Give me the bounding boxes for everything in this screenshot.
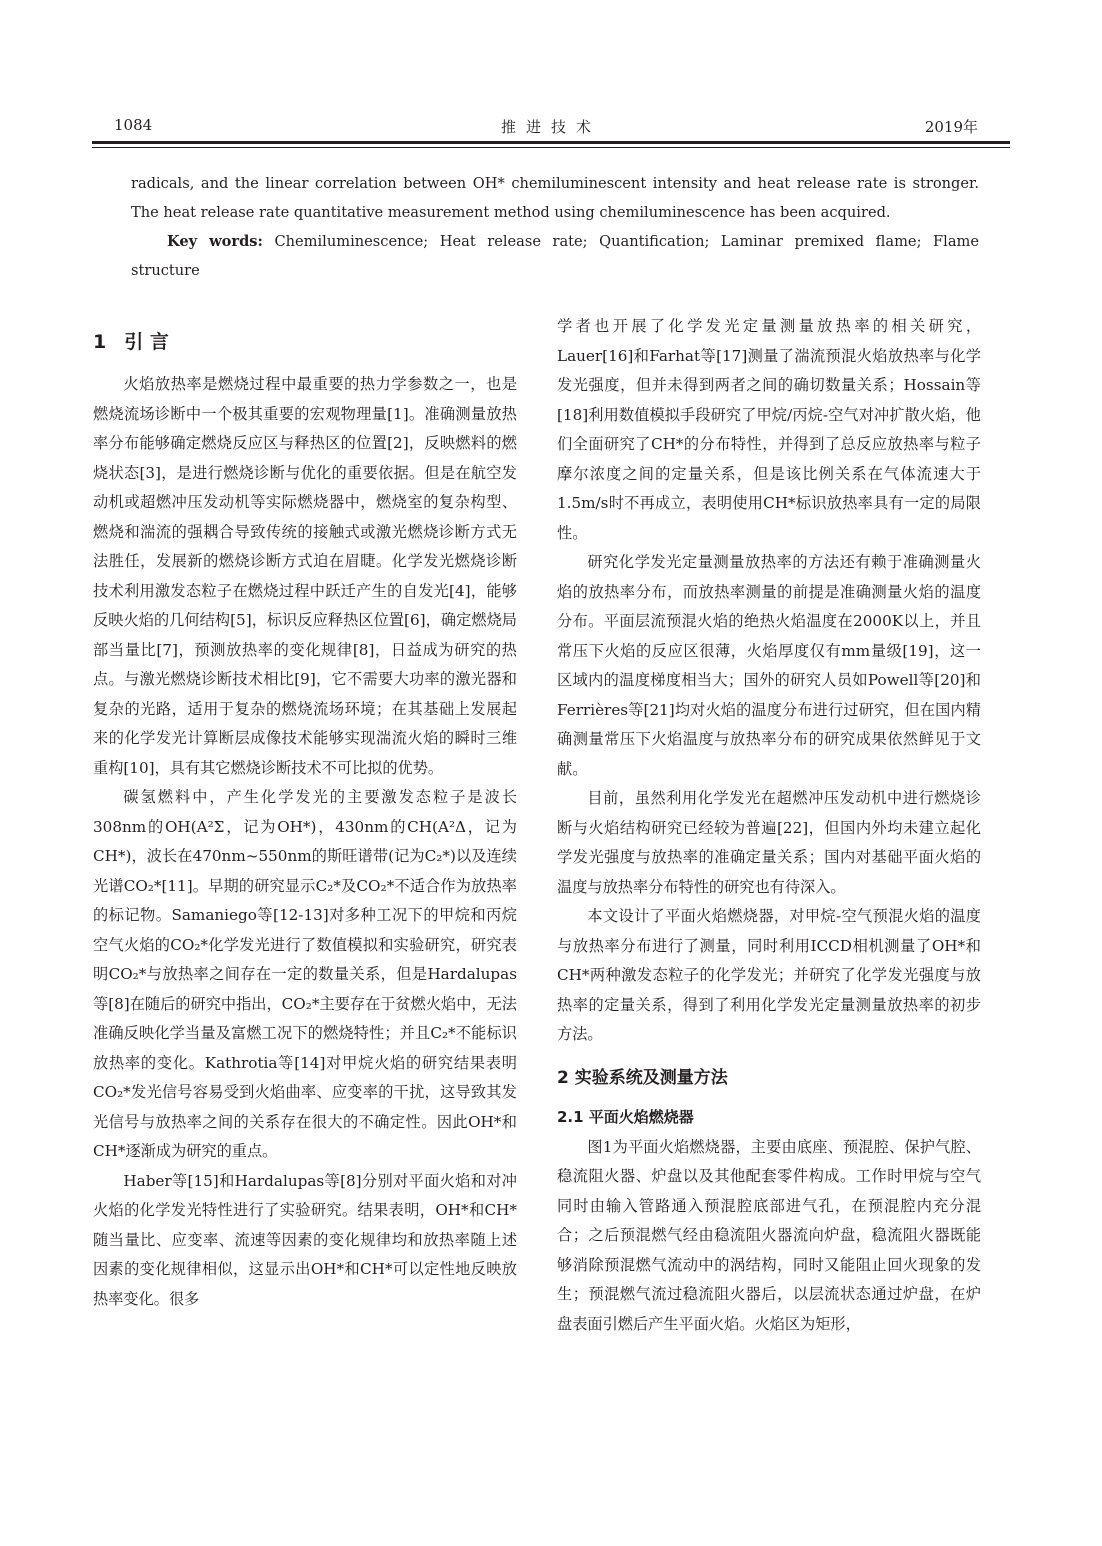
header-rule-thin: [92, 147, 1010, 148]
abstract-text: radicals, and the linear correlation between OH* chemiluminescent intensity and heat release rate is stronger. The heat release rate quantitative measurement method using chemiluminescence has been acquired.: [131, 175, 979, 221]
section-2-1-heading: 2.1 平面火焰燃烧器: [557, 1108, 694, 1126]
section-2-heading: 2 实验系统及测量方法: [557, 1067, 728, 1088]
journal-name: 推进技术: [500, 118, 601, 136]
paragraph: 研究化学发光定量测量放热率的方法还有赖于准确测量火焰的放热率分布，而放热率测量的前提是准确测量火焰的温度分布。平面层流预混火焰的绝热火焰温度在2000K以上，并且常压下火焰的反应区很薄，火焰厚度仅有mm量级[19]，这一区域内的温度梯度相当大；国外的研究人员如Powell等[20]和Ferrières等[21]均对火焰的温度分布进行过研究，但在国内精确测量常压下火焰温度与放热率分布的研究成果依然鲜见于文献。: [557, 553, 981, 778]
section-1-title: 引 言: [124, 331, 169, 353]
year: 2019年: [924, 118, 978, 136]
paragraph: 目前，虽然利用化学发光在超燃冲压发动机中进行燃烧诊断与火焰结构研究已经较为普遍[22]，但国内外均未建立起化学发光强度与放热率的准确定量关系；国内对基础平面火焰的温度与放热率分布特性的研究也有待深入。: [557, 789, 981, 896]
keywords-text: Chemiluminescence; Heat release rate; Quantification; Laminar premixed flame; Flame structure: [131, 233, 979, 279]
header-rule-thick: [92, 141, 1010, 144]
paragraph: Haber等[15]和Hardalupas等[8]分别对平面火焰和对冲火焰的化学发光特性进行了实验研究。结果表明，OH*和CH*随当量比、应变率、流速等因素的变化规律均和放热率随上述因素的变化规律相似，这显示出OH*和CH*可以定性地反映放热率变化。很多: [93, 1171, 517, 1308]
paragraph: 碳氢燃料中，产生化学发光的主要激发态粒子是波长308nm的OH(A²Σ，记为OH*)，430nm的CH(A²Δ，记为CH*)，波长在470nm~550nm的斯旺谱带(记为C₂*)以及连续光谱CO₂*[11]。早期的研究显示C₂*及CO₂*不适合作为放热率的标记物。Samaniego等[12-13]对多种工况下的甲烷和丙烷空气火焰的CO₂*化学发光进行了数值模拟和实验研究，研究表明CO₂*与放热率之间存在一定的数量关系，但是Hardalupas等[8]在随后的研究中指出，CO₂*主要存在于贫燃火焰中，无法准确反映化学当量及富燃工况下的燃烧特性；并且C₂*不能标识放热率的变化。Kathrotia等[14]对甲烷火焰的研究结果表明CO₂*发光信号容易受到火焰曲率、应变率的干扰，这导致其发光信号与放热率之间的关系存在很大的不确定性。因此OH*和CH*逐渐成为研究的重点。: [93, 788, 517, 1160]
paragraph: 火焰放热率是燃烧过程中最重要的热力学参数之一，也是燃烧流场诊断中一个极其重要的宏观物理量[1]。准确测量放热率分布能够确定燃烧反应区与释热区的位置[2]，反映燃料的燃烧状态[3]，是进行燃烧诊断与优化的重要依据。但是在航空发动机或超燃冲压发动机等实际燃烧器中，燃烧室的复杂构型、燃烧和湍流的强耦合导致传统的接触式或激光燃烧诊断方式无法胜任，发展新的燃烧诊断方式迫在眉睫。化学发光燃烧诊断技术利用激发态粒子在燃烧过程中跃迁产生的自发光[4]，能够反映火焰的几何结构[5]，标识反应释热区位置[6]，确定燃烧局部当量比[7]，预测放热率的变化规律[8]，日益成为研究的热点。与激光燃烧诊断技术相比[9]，它不需要大功率的激光器和复杂的光路，适用于复杂的燃烧流场环境；在其基础上发展起来的化学发光计算断层成像技术能够实现湍流火焰的瞬时三维重构[10]，具有其它燃烧诊断技术不可比拟的优势。: [93, 375, 517, 777]
section-1-heading: [93, 327, 169, 354]
paragraph: 学者也开展了化学发光定量测量放热率的相关研究，Lauer[16]和Farhat等[17]测量了湍流预混火焰放热率与化学发光强度，但并未得到两者之间的确切数量关系；Hossain等[18]利用数值模拟手段研究了甲烷/丙烷-空气对冲扩散火焰，他们全面研究了CH*的分布特性，并得到了总反应放热率与粒子摩尔浓度之间的定量关系，但是该比例关系在气体流速大于1.5m/s时不再成立，表明使用CH*标识放热率具有一定的局限性。: [557, 317, 981, 542]
page-header: [92, 116, 1010, 138]
right-column: [557, 312, 981, 1339]
paragraph: 图1为平面火焰燃烧器，主要由底座、预混腔、保护气腔、稳流阻火器、炉盘以及其他配套零件构成。工作时甲烷与空气同时由输入管路通入预混腔底部进气孔，在预混腔内充分混合；之后预混燃气经由稳流阻火器流向炉盘，稳流阻火器既能够消除预混燃气流动中的涡结构，同时又能阻止回火现象的发生；预混燃气流过稳流阻火器后，以层流状态通过炉盘，在炉盘表面引燃后产生平面火焰。火焰区为矩形，: [557, 1137, 981, 1333]
paragraph: 本文设计了平面火焰燃烧器，对甲烷-空气预混火焰的温度与放热率分布进行了测量，同时利用ICCD相机测量了OH*和CH*两种激发态粒子的化学发光；并研究了化学发光强度与放热率的定量关系，得到了利用化学发光定量测量放热率的初步方法。: [557, 907, 981, 1043]
left-column: [93, 370, 517, 1314]
keywords-label: Key words:: [167, 233, 263, 250]
section-1-number: 1: [93, 331, 107, 353]
keywords: [131, 227, 979, 285]
page-number: 1084: [114, 116, 153, 134]
